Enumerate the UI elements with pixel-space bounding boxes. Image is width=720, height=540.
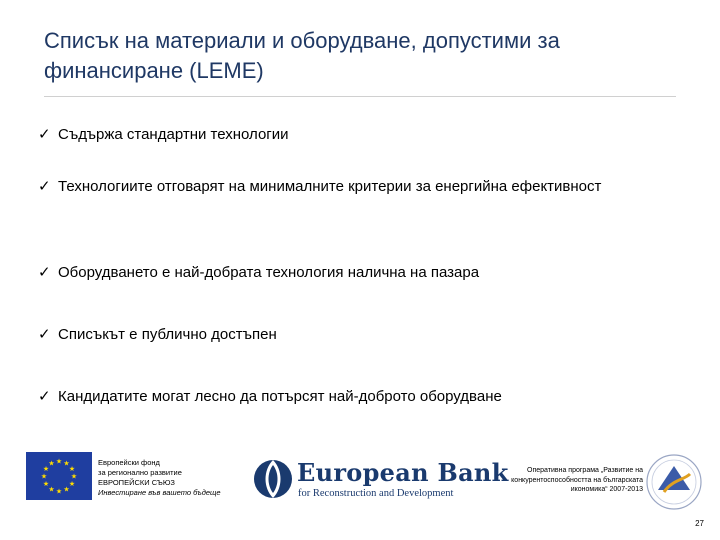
check-icon: ✓ (38, 388, 51, 405)
eu-fund-text: Европейски фонд за регионално развитие ЕВРОПЕЙСКИ СЪЮЗ Инвестиране във вашето бъдеще (98, 458, 221, 497)
bullet-text: Списъкът е публично достъпен (58, 326, 277, 343)
eu-star-icon: ★ (55, 488, 63, 496)
page-number: 27 (695, 519, 704, 528)
eu-star-icon: ★ (63, 486, 70, 494)
eu-star-icon: ★ (68, 481, 76, 488)
eu-star-icon: ★ (48, 460, 55, 468)
bullet-item (38, 164, 658, 210)
slide-title: Списък на материали и оборудване, допустими за финансиране (LEME) (44, 28, 560, 83)
bullet-text: Съдържа стандартни технологии (58, 126, 289, 143)
bullet-item (38, 256, 479, 290)
check-icon: ✓ (38, 126, 51, 143)
bullet-text: Кандидатите могат лесно да потърсят най-доброто оборудване (58, 388, 502, 405)
eu-star-icon: ★ (42, 481, 50, 488)
eu-star-icon: ★ (55, 458, 63, 466)
eu-star-icon: ★ (40, 473, 48, 481)
eu-star-icon: ★ (48, 486, 55, 494)
check-icon: ✓ (38, 326, 51, 343)
eu-star-icon: ★ (68, 466, 76, 473)
check-icon: ✓ (38, 178, 51, 195)
title-divider (44, 96, 676, 97)
operational-program-logo-icon (644, 452, 704, 512)
eu-star-icon: ★ (42, 466, 50, 473)
operational-program-text: Оперативна програма „Развитие на конкурентоспособността на българската икономика“ 2007-2013 (511, 467, 643, 493)
bullet-item (38, 118, 289, 152)
check-icon: ✓ (38, 264, 51, 281)
bullet-item (38, 380, 502, 414)
eu-flag-icon (26, 452, 92, 500)
eu-star-icon: ★ (70, 473, 78, 481)
bullet-text: Оборудването е най-добрата технология налична на пазара (58, 264, 480, 281)
ebrd-subtitle: for Reconstruction and Development (298, 488, 454, 499)
bullet-item (38, 318, 277, 352)
ebrd-name: European Bank (297, 458, 509, 487)
eu-star-icon: ★ (63, 460, 70, 468)
bullet-text: Технологиите отговарят на минималните критерии за енергийна ефективност (58, 178, 602, 195)
